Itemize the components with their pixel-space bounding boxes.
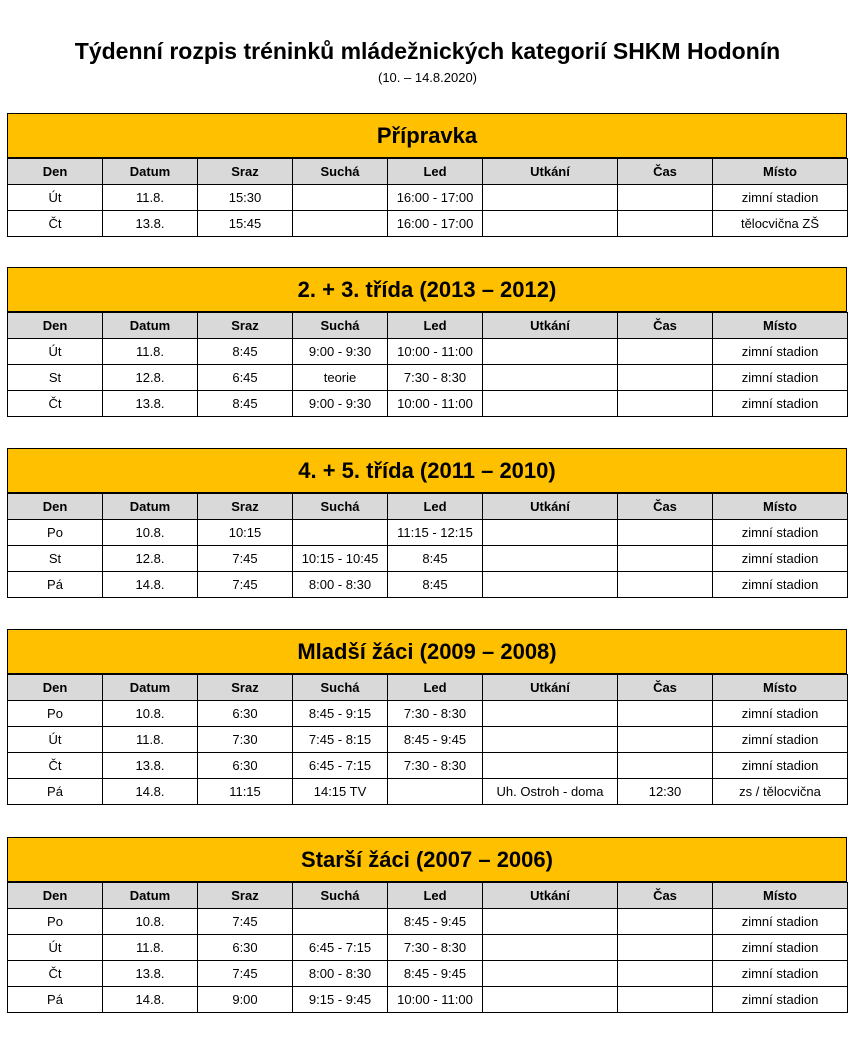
column-header-sucha: Suchá	[293, 494, 388, 520]
column-header-cas: Čas	[618, 313, 713, 339]
cell-misto: zimní stadion	[713, 185, 848, 211]
cell-cas	[618, 727, 713, 753]
cell-cas	[618, 211, 713, 237]
table-row	[8, 701, 848, 727]
column-header-cas: Čas	[618, 883, 713, 909]
cell-datum: 13.8.	[103, 753, 198, 779]
section-3	[7, 448, 847, 598]
table-row	[8, 779, 848, 805]
cell-den: Po	[8, 701, 103, 727]
schedule-table	[7, 493, 848, 598]
cell-misto: zimní stadion	[713, 546, 848, 572]
table-row	[8, 987, 848, 1013]
cell-datum: 13.8.	[103, 961, 198, 987]
cell-cas	[618, 546, 713, 572]
cell-utkani	[483, 727, 618, 753]
table-row	[8, 339, 848, 365]
column-header-sraz: Sraz	[198, 494, 293, 520]
table-header-row	[8, 159, 848, 185]
cell-misto: zimní stadion	[713, 961, 848, 987]
cell-sucha	[293, 909, 388, 935]
page-subtitle: (10. – 14.8.2020)	[377, 70, 478, 85]
column-header-den: Den	[8, 883, 103, 909]
cell-misto: zimní stadion	[713, 753, 848, 779]
cell-sraz: 7:45	[198, 572, 293, 598]
section-title: Přípravka	[7, 113, 847, 158]
column-header-misto: Místo	[713, 675, 848, 701]
table-header-row	[8, 494, 848, 520]
cell-led: 8:45 - 9:45	[388, 727, 483, 753]
cell-den: St	[8, 365, 103, 391]
cell-utkani	[483, 572, 618, 598]
cell-misto: zimní stadion	[713, 339, 848, 365]
column-header-cas: Čas	[618, 675, 713, 701]
cell-datum: 11.8.	[103, 185, 198, 211]
column-header-den: Den	[8, 675, 103, 701]
table-row	[8, 961, 848, 987]
table-row	[8, 727, 848, 753]
cell-sucha	[293, 211, 388, 237]
cell-den: Út	[8, 339, 103, 365]
cell-sraz: 10:15	[198, 520, 293, 546]
cell-utkani	[483, 546, 618, 572]
cell-cas	[618, 185, 713, 211]
column-header-datum: Datum	[103, 159, 198, 185]
cell-cas	[618, 987, 713, 1013]
cell-misto: zimní stadion	[713, 987, 848, 1013]
cell-den: Čt	[8, 753, 103, 779]
cell-sraz: 6:30	[198, 753, 293, 779]
cell-sucha: teorie	[293, 365, 388, 391]
cell-cas	[618, 339, 713, 365]
table-header-row	[8, 883, 848, 909]
cell-misto: zimní stadion	[713, 572, 848, 598]
cell-utkani	[483, 935, 618, 961]
table-row	[8, 753, 848, 779]
column-header-utkani: Utkání	[483, 883, 618, 909]
cell-datum: 14.8.	[103, 987, 198, 1013]
cell-cas	[618, 365, 713, 391]
cell-cas	[618, 961, 713, 987]
section-title: 2. + 3. třída (2013 – 2012)	[7, 267, 847, 312]
cell-sraz: 9:00	[198, 987, 293, 1013]
column-header-den: Den	[8, 159, 103, 185]
cell-sucha: 10:15 - 10:45	[293, 546, 388, 572]
cell-utkani	[483, 185, 618, 211]
cell-datum: 10.8.	[103, 520, 198, 546]
column-header-led: Led	[388, 883, 483, 909]
schedule-table	[7, 882, 848, 1013]
cell-sraz: 8:45	[198, 339, 293, 365]
cell-datum: 12.8.	[103, 365, 198, 391]
cell-utkani	[483, 211, 618, 237]
cell-sraz: 6:30	[198, 935, 293, 961]
cell-sucha: 8:45 - 9:15	[293, 701, 388, 727]
column-header-sucha: Suchá	[293, 675, 388, 701]
section-title: Starší žáci (2007 – 2006)	[7, 837, 847, 882]
cell-cas	[618, 391, 713, 417]
column-header-datum: Datum	[103, 313, 198, 339]
cell-led: 7:30 - 8:30	[388, 753, 483, 779]
cell-datum: 11.8.	[103, 935, 198, 961]
cell-sraz: 7:45	[198, 961, 293, 987]
cell-misto: zimní stadion	[713, 365, 848, 391]
cell-utkani	[483, 701, 618, 727]
table-row	[8, 211, 848, 237]
cell-misto: zimní stadion	[713, 909, 848, 935]
cell-utkani	[483, 520, 618, 546]
cell-datum: 14.8.	[103, 779, 198, 805]
table-row	[8, 546, 848, 572]
column-header-sucha: Suchá	[293, 313, 388, 339]
cell-misto: zimní stadion	[713, 727, 848, 753]
cell-sucha: 9:00 - 9:30	[293, 339, 388, 365]
cell-datum: 12.8.	[103, 546, 198, 572]
section-4	[7, 629, 847, 805]
cell-datum: 11.8.	[103, 727, 198, 753]
cell-den: Út	[8, 935, 103, 961]
column-header-led: Led	[388, 159, 483, 185]
cell-led: 16:00 - 17:00	[388, 211, 483, 237]
cell-led: 16:00 - 17:00	[388, 185, 483, 211]
section-5	[7, 837, 847, 1013]
cell-misto: zimní stadion	[713, 391, 848, 417]
cell-datum: 10.8.	[103, 701, 198, 727]
cell-sucha	[293, 185, 388, 211]
cell-utkani	[483, 339, 618, 365]
column-header-misto: Místo	[713, 313, 848, 339]
cell-sraz: 7:45	[198, 909, 293, 935]
cell-sucha: 8:00 - 8:30	[293, 961, 388, 987]
table-row	[8, 909, 848, 935]
cell-utkani	[483, 391, 618, 417]
cell-utkani	[483, 753, 618, 779]
cell-utkani	[483, 987, 618, 1013]
cell-misto: zimní stadion	[713, 935, 848, 961]
table-row	[8, 572, 848, 598]
cell-sucha: 9:15 - 9:45	[293, 987, 388, 1013]
column-header-cas: Čas	[618, 159, 713, 185]
cell-sucha	[293, 520, 388, 546]
cell-led: 10:00 - 11:00	[388, 987, 483, 1013]
cell-cas	[618, 909, 713, 935]
cell-cas	[618, 520, 713, 546]
cell-den: Pá	[8, 987, 103, 1013]
column-header-datum: Datum	[103, 675, 198, 701]
cell-misto: tělocvična ZŠ	[713, 211, 848, 237]
column-header-misto: Místo	[713, 883, 848, 909]
table-header-row	[8, 313, 848, 339]
table-row	[8, 520, 848, 546]
column-header-led: Led	[388, 494, 483, 520]
column-header-sraz: Sraz	[198, 675, 293, 701]
cell-led: 8:45 - 9:45	[388, 961, 483, 987]
cell-den: Út	[8, 185, 103, 211]
cell-den: Čt	[8, 211, 103, 237]
cell-led: 10:00 - 11:00	[388, 391, 483, 417]
section-title: Mladší žáci (2009 – 2008)	[7, 629, 847, 674]
schedule-table	[7, 674, 848, 805]
column-header-sucha: Suchá	[293, 159, 388, 185]
column-header-den: Den	[8, 494, 103, 520]
cell-datum: 13.8.	[103, 391, 198, 417]
cell-sucha: 7:45 - 8:15	[293, 727, 388, 753]
cell-utkani	[483, 365, 618, 391]
column-header-utkani: Utkání	[483, 675, 618, 701]
cell-sucha: 6:45 - 7:15	[293, 753, 388, 779]
table-row	[8, 185, 848, 211]
page-title: Týdenní rozpis tréninků mládežnických kategorií SHKM Hodonín	[74, 38, 781, 64]
cell-sucha: 9:00 - 9:30	[293, 391, 388, 417]
cell-datum: 14.8.	[103, 572, 198, 598]
column-header-sraz: Sraz	[198, 883, 293, 909]
cell-sucha: 6:45 - 7:15	[293, 935, 388, 961]
cell-sraz: 7:45	[198, 546, 293, 572]
cell-sraz: 11:15	[198, 779, 293, 805]
cell-led: 8:45	[388, 546, 483, 572]
column-header-sucha: Suchá	[293, 883, 388, 909]
cell-den: Čt	[8, 391, 103, 417]
column-header-datum: Datum	[103, 494, 198, 520]
cell-led: 10:00 - 11:00	[388, 339, 483, 365]
cell-cas	[618, 701, 713, 727]
cell-cas	[618, 572, 713, 598]
column-header-datum: Datum	[103, 883, 198, 909]
table-header-row	[8, 675, 848, 701]
cell-den: St	[8, 546, 103, 572]
table-row	[8, 391, 848, 417]
cell-led: 7:30 - 8:30	[388, 935, 483, 961]
schedule-table	[7, 158, 848, 237]
section-2	[7, 267, 847, 417]
column-header-led: Led	[388, 675, 483, 701]
cell-utkani	[483, 961, 618, 987]
cell-cas: 12:30	[618, 779, 713, 805]
cell-sraz: 6:45	[198, 365, 293, 391]
cell-den: Čt	[8, 961, 103, 987]
column-header-sraz: Sraz	[198, 159, 293, 185]
cell-misto: zimní stadion	[713, 520, 848, 546]
section-1	[7, 113, 847, 237]
column-header-utkani: Utkání	[483, 159, 618, 185]
section-title: 4. + 5. třída (2011 – 2010)	[7, 448, 847, 493]
cell-misto: zimní stadion	[713, 701, 848, 727]
column-header-utkani: Utkání	[483, 494, 618, 520]
cell-cas	[618, 753, 713, 779]
cell-utkani	[483, 909, 618, 935]
column-header-den: Den	[8, 313, 103, 339]
cell-sraz: 15:30	[198, 185, 293, 211]
cell-sraz: 7:30	[198, 727, 293, 753]
table-row	[8, 935, 848, 961]
cell-sraz: 15:45	[198, 211, 293, 237]
cell-led: 7:30 - 8:30	[388, 365, 483, 391]
column-header-utkani: Utkání	[483, 313, 618, 339]
cell-led: 7:30 - 8:30	[388, 701, 483, 727]
column-header-cas: Čas	[618, 494, 713, 520]
cell-sraz: 8:45	[198, 391, 293, 417]
cell-sraz: 6:30	[198, 701, 293, 727]
cell-misto: zs / tělocvična	[713, 779, 848, 805]
schedule-table	[7, 312, 848, 417]
cell-sucha: 14:15 TV	[293, 779, 388, 805]
cell-led	[388, 779, 483, 805]
column-header-sraz: Sraz	[198, 313, 293, 339]
cell-den: Pá	[8, 572, 103, 598]
cell-datum: 10.8.	[103, 909, 198, 935]
cell-utkani: Uh. Ostroh - doma	[483, 779, 618, 805]
cell-datum: 13.8.	[103, 211, 198, 237]
cell-den: Po	[8, 520, 103, 546]
cell-den: Po	[8, 909, 103, 935]
cell-datum: 11.8.	[103, 339, 198, 365]
column-header-led: Led	[388, 313, 483, 339]
cell-den: Pá	[8, 779, 103, 805]
cell-led: 8:45	[388, 572, 483, 598]
cell-den: Út	[8, 727, 103, 753]
column-header-misto: Místo	[713, 494, 848, 520]
cell-led: 11:15 - 12:15	[388, 520, 483, 546]
table-row	[8, 365, 848, 391]
cell-sucha: 8:00 - 8:30	[293, 572, 388, 598]
column-header-misto: Místo	[713, 159, 848, 185]
cell-led: 8:45 - 9:45	[388, 909, 483, 935]
cell-cas	[618, 935, 713, 961]
